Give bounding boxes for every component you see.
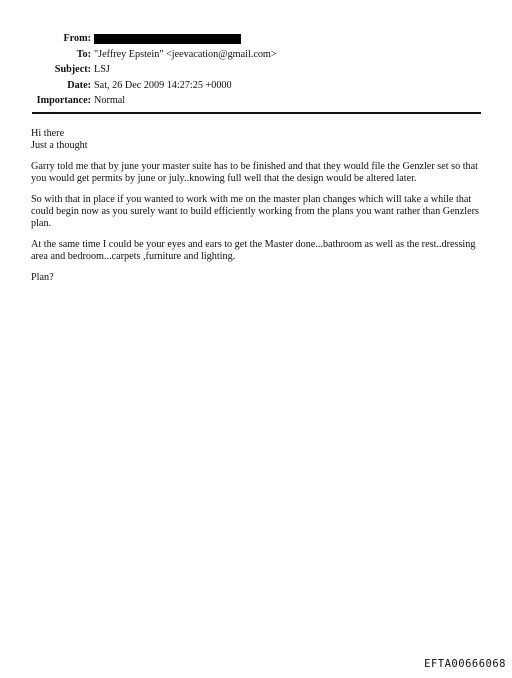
date-row — [0, 78, 512, 94]
subject-value: LSJ — [94, 64, 110, 75]
importance-label: Importance: — [36, 95, 91, 106]
redaction-bar — [94, 34, 241, 44]
paragraph-line: At the same time I could be your eyes and ears to get the Master done...bathroom as well as the rest..dressing — [31, 239, 476, 251]
closing — [31, 272, 483, 284]
paragraph-line: So with that in place if you wanted to work with me on the master plan changes which will take a while that — [31, 194, 472, 206]
greeting-line: Hi there — [31, 128, 65, 139]
from-label: From: — [63, 33, 91, 44]
paragraph-line: could begin now as you surely want to build efficiently working from the plans you want rather than Genzlers — [31, 205, 479, 217]
subject-row — [0, 62, 512, 78]
to-label: To: — [76, 48, 91, 60]
greeting — [31, 128, 483, 151]
importance-row — [0, 93, 512, 109]
header-divider — [32, 112, 481, 114]
email-body — [31, 128, 483, 294]
paragraph-line: plan. — [31, 217, 52, 229]
paragraph-line: you would get permits by june or july..knowing full well that the design would be altered later. — [31, 172, 417, 184]
date-label: Date: — [67, 79, 91, 91]
date-value: Sat, 26 Dec 2009 14:27:25 +0000 — [94, 79, 232, 91]
to-value: "Jeffrey Epstein" <jeevacation@gmail.com> — [94, 48, 277, 60]
to-row — [0, 47, 512, 63]
paragraph-line: Garry told me that by june your master suite has to be finished and that they would file the Genzler set so that — [31, 161, 479, 173]
document-id: EFTA00666068 — [424, 658, 506, 670]
subject-label: Subject: — [54, 64, 91, 75]
paragraph-2 — [31, 194, 483, 229]
paragraph-1 — [31, 161, 483, 184]
from-row — [0, 31, 512, 47]
paragraph-line: area and bedroom...carpets ,furniture and lighting. — [31, 250, 236, 262]
paragraph-3 — [31, 239, 483, 262]
closing-line: Plan? — [31, 272, 54, 284]
greeting-line: Just a thought — [31, 139, 88, 151]
importance-value: Normal — [94, 95, 126, 106]
email-header — [0, 31, 512, 109]
